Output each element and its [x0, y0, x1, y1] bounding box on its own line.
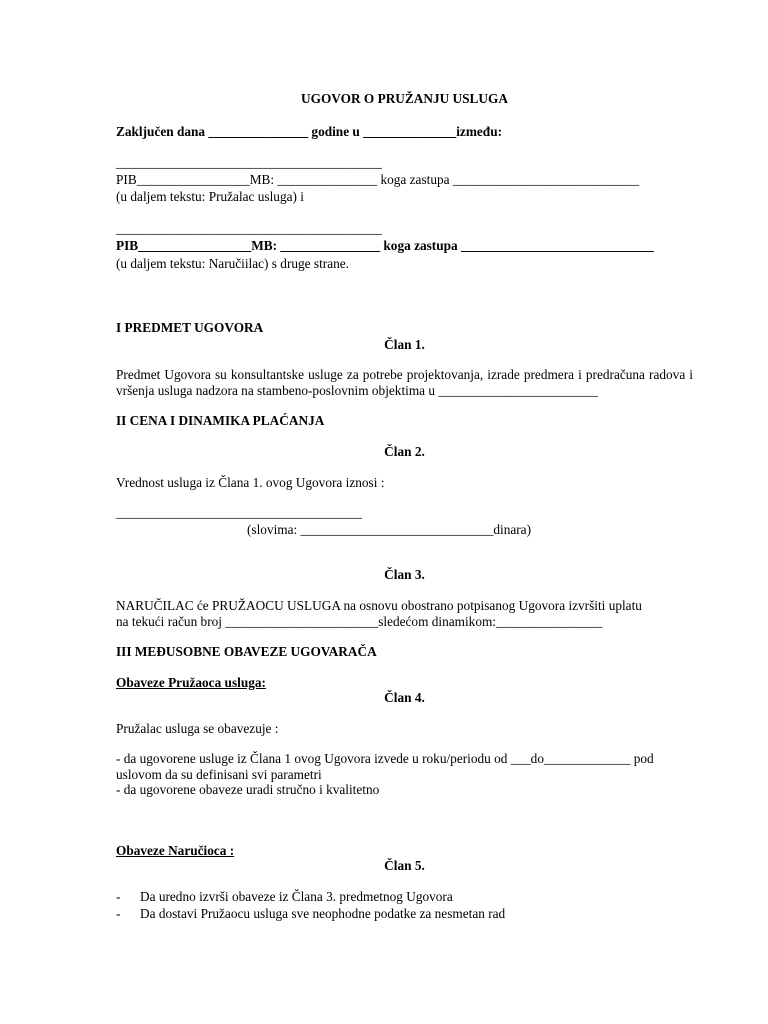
client-item-2-text: Da dostavi Pružaocu usluga sve neophodne podatke za nesmetan rad [140, 906, 506, 921]
amount-rule: _____________________________________ [116, 505, 362, 520]
article2-heading: Član 2. [384, 444, 425, 459]
party1-rule: ________________________________________ [116, 155, 382, 170]
client-item-1-text: Da uredno izvrši obaveze iz Člana 3. predmetnog Ugovora [140, 889, 453, 904]
article3-line1: NARUČILAC će PRUŽAOCU USLUGA na osnovu obostrano potpisanog Ugovora izvršiti uplatu [116, 598, 642, 613]
provider-item1-line2: uslovom da su definisani svi parametri [116, 767, 322, 782]
provider-item1-line1: - da ugovorene usluge iz Člana 1 ovog Ugovora izvede u roku/periodu od ___do_____________ pod [116, 751, 654, 766]
section1-heading: I PREDMET UGOVORA [116, 320, 264, 335]
client-item-1 [116, 889, 693, 905]
amount-words: (slovima: _____________________________dinara) [247, 522, 532, 537]
bullet-dash: - [116, 906, 121, 921]
party1-line: PIB_________________MB: _______________ koga zastupa ____________________________ [116, 172, 639, 187]
client-item-2 [116, 906, 693, 922]
section2-heading: II CENA I DINAMIKA PLAĆANJA [116, 413, 325, 428]
party2-role: (u daljem tekstu: Naručiilac) s druge strane. [116, 256, 349, 271]
article3-line2: na tekući račun broj _______________________sledećom dinamikom:________________ [116, 614, 603, 629]
provider-intro: Pružalac usluga se obavezuje : [116, 721, 279, 736]
provider-item2: - da ugovorene obaveze uradi stručno i kvalitetno [116, 782, 380, 797]
document-title: UGOVOR O PRUŽANJU USLUGA [301, 91, 508, 106]
article2-text: Vrednost usluga iz Člana 1. ovog Ugovora iznosi : [116, 475, 385, 490]
article4-heading: Član 4. [384, 690, 425, 705]
section3-heading: III MEĐUSOBNE OBAVEZE UGOVARAČA [116, 644, 377, 659]
article1-heading: Član 1. [384, 337, 425, 352]
provider-obligations-heading: Obaveze Pružaoca usluga: [116, 675, 266, 690]
article5-heading: Član 5. [384, 858, 425, 873]
client-obligations-heading: Obaveze Naručioca : [116, 843, 235, 858]
bullet-dash: - [116, 889, 121, 904]
party2-line: PIB_________________MB: _______________ koga zastupa _____________________________ [116, 238, 654, 253]
article1-text: Predmet Ugovora su konsultantske usluge za potrebe projektovanja, izrade predmera i predračuna radova i vršenja usluga nadzora na stambeno-poslovnim objektima u ________________________ [116, 367, 693, 398]
party2-rule: ________________________________________ [116, 221, 382, 236]
party1-role: (u daljem tekstu: Pružalac usluga) i [116, 189, 304, 204]
article3-heading: Član 3. [384, 567, 425, 582]
concluded-line: Zaključen dana _______________ godine u ______________između: [116, 124, 503, 139]
